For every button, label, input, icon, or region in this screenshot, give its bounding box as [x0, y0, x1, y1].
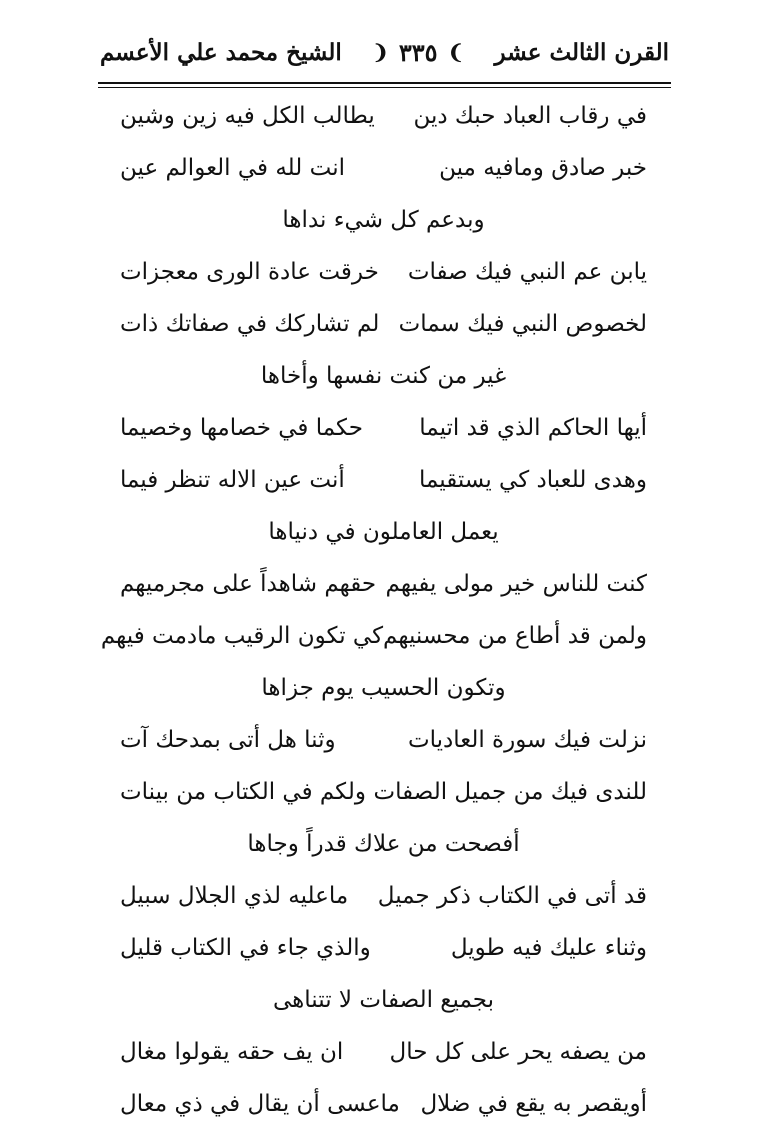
- section-title: القرن الثالث عشر: [494, 38, 669, 66]
- first-hemistich: أيها الحاكم الذي قد اتيما: [419, 415, 647, 441]
- header-rule: [98, 82, 671, 84]
- verse-line: [120, 1078, 647, 1130]
- second-hemistich: حقهم شاهداً على مجرميهم: [120, 571, 377, 597]
- first-hemistich: ولمن قد أطاع من محسنيهم: [383, 623, 647, 649]
- author-name: الشيخ محمد علي الأعسم: [100, 38, 342, 66]
- second-hemistich: كي تكون الرقيب مادمت فيهم: [100, 623, 384, 649]
- verse-line: [120, 142, 647, 194]
- first-hemistich: في رقاب العباد حبك دين: [413, 103, 647, 129]
- page-number-group: [372, 38, 464, 67]
- refrain-line: وتكون الحسيب يوم جزاها: [261, 675, 506, 701]
- first-hemistich: نزلت فيك سورة العاديات: [407, 727, 647, 753]
- refrain-line: أفصحت من علاك قدراً وجاها: [247, 831, 520, 857]
- refrain-line: غير من كنت نفسها وأخاها: [260, 363, 507, 389]
- first-hemistich: أويقصر به يقع في ضلال: [420, 1091, 647, 1117]
- first-hemistich: من يصفه يحر على كل حال: [389, 1039, 647, 1065]
- refrain-line: يعمل العاملون في دنياها: [268, 519, 499, 545]
- verse-line: [120, 922, 647, 974]
- second-hemistich: ان يف حقه يقولوا مغال: [120, 1039, 344, 1065]
- running-header: [100, 30, 669, 74]
- refrain-line: بجميع الصفات لا تتناهى: [273, 987, 495, 1013]
- verse-line: [120, 90, 647, 142]
- second-hemistich: ماعليه لذي الجلال سبيل: [120, 883, 349, 909]
- verse-line: [120, 870, 647, 922]
- second-hemistich: خرقت عادة الورى معجزات: [120, 259, 379, 285]
- first-hemistich: وثناء عليك فيه طويل: [450, 935, 647, 961]
- first-hemistich: خبر صادق ومافيه مين: [439, 155, 647, 181]
- header-rule-thin: [98, 87, 671, 88]
- poem-body: [100, 90, 647, 1130]
- refrain-line: وبدعم كل شيء نداها: [282, 207, 485, 233]
- second-hemistich: أنت عين الاله تنظر فيما: [120, 467, 345, 493]
- verse-line: [120, 246, 647, 298]
- second-hemistich: والذي جاء في الكتاب قليل: [120, 935, 371, 961]
- second-hemistich: يطالب الكل فيه زين وشين: [120, 103, 375, 129]
- second-hemistich: وثنا هل أتى بمدحك آت: [120, 727, 336, 753]
- first-hemistich: قد أتى في الكتاب ذكر جميل: [377, 883, 647, 909]
- second-hemistich: ولكم في الكتاب من بينات: [120, 779, 367, 805]
- verse-line: [120, 558, 647, 610]
- ornament-left-icon: ❨: [372, 40, 389, 64]
- second-hemistich: حكما في خصامها وخصيما: [120, 415, 363, 441]
- verse-line: [120, 1026, 647, 1078]
- verse-line: [100, 610, 647, 662]
- first-hemistich: لخصوص النبي فيك سمات: [398, 311, 647, 337]
- second-hemistich: ماعسى أن يقال في ذي معال: [120, 1091, 400, 1117]
- first-hemistich: وهدى للعباد كي يستقيما: [418, 467, 647, 493]
- verse-line: [120, 454, 647, 506]
- first-hemistich: للندى فيك من جميل الصفات: [373, 779, 647, 805]
- verse-line: [120, 402, 647, 454]
- verse-line: [120, 766, 647, 818]
- second-hemistich: انت لله في العوالم عين: [120, 155, 345, 181]
- first-hemistich: كنت للناس خير مولى يفيهم: [385, 571, 647, 597]
- ornament-right-icon: ❩: [447, 40, 465, 64]
- page-number: ٣٣٥: [398, 37, 438, 67]
- first-hemistich: يابن عم النبي فيك صفات: [407, 259, 647, 285]
- verse-line: [120, 298, 647, 350]
- verse-line: [120, 714, 647, 766]
- second-hemistich: لم تشاركك في صفاتك ذات: [120, 311, 380, 337]
